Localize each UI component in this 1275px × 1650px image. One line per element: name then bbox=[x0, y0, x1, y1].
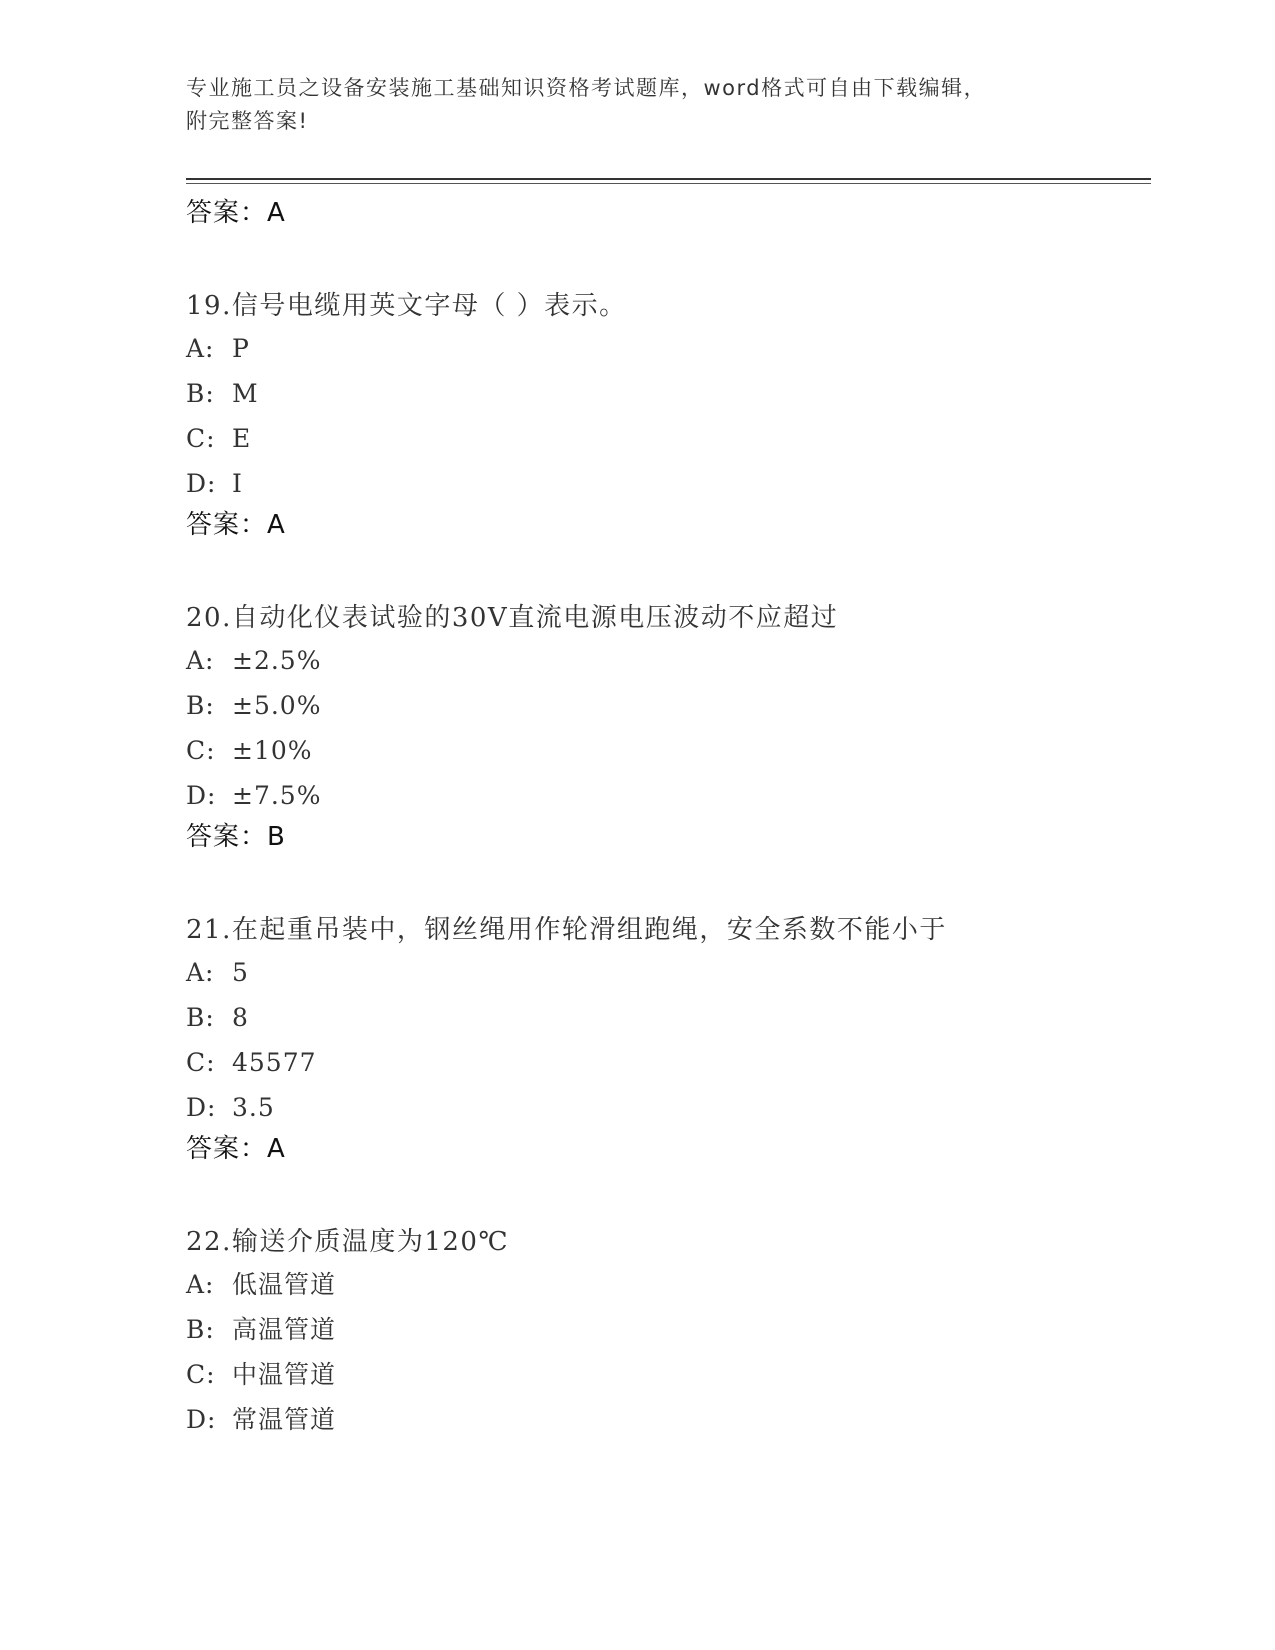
option-d bbox=[186, 461, 1151, 506]
option-letter: C: bbox=[186, 736, 216, 765]
question-list bbox=[186, 190, 1151, 1442]
option-letter: A: bbox=[186, 1270, 215, 1299]
option-a bbox=[186, 638, 1151, 683]
option-letter: D: bbox=[186, 1405, 217, 1434]
option-text: ±2.5% bbox=[232, 646, 322, 675]
answer-line: 答案：A bbox=[186, 198, 286, 228]
option-d bbox=[186, 1397, 1151, 1442]
option-a bbox=[186, 326, 1151, 371]
answer-line: 答案：A bbox=[186, 510, 286, 540]
question-21 bbox=[186, 910, 1151, 1166]
option-letter: D: bbox=[186, 1093, 217, 1122]
option-letter: A: bbox=[186, 958, 215, 987]
option-text: M bbox=[232, 379, 259, 408]
header-line-2: 附完整答案! bbox=[186, 109, 309, 133]
question-20 bbox=[186, 598, 1151, 854]
option-text: ±7.5% bbox=[232, 781, 322, 810]
question-19 bbox=[186, 286, 1151, 542]
question-stem: 20.自动化仪表试验的30V直流电源电压波动不应超过 bbox=[186, 603, 839, 633]
header-divider bbox=[186, 178, 1151, 180]
option-letter: B: bbox=[186, 1315, 215, 1344]
option-text: ±10% bbox=[232, 736, 313, 765]
option-a bbox=[186, 950, 1151, 995]
option-letter: A: bbox=[186, 646, 215, 675]
option-text: 常温管道 bbox=[232, 1405, 337, 1434]
option-letter: C: bbox=[186, 1048, 216, 1077]
header-line-1: 专业施工员之设备安装施工基础知识资格考试题库，word格式可自由下载编辑， bbox=[186, 76, 987, 100]
option-letter: D: bbox=[186, 469, 217, 498]
option-text: I bbox=[232, 469, 243, 498]
option-letter: B: bbox=[186, 1003, 215, 1032]
option-c bbox=[186, 728, 1151, 773]
option-b bbox=[186, 995, 1151, 1040]
option-letter: A: bbox=[186, 334, 215, 363]
option-text: ±5.0% bbox=[232, 691, 322, 720]
option-letter: C: bbox=[186, 424, 216, 453]
option-text: P bbox=[232, 334, 250, 363]
option-letter: B: bbox=[186, 691, 215, 720]
option-d bbox=[186, 1085, 1151, 1130]
option-b bbox=[186, 371, 1151, 416]
option-text: 3.5 bbox=[232, 1093, 275, 1122]
option-b bbox=[186, 683, 1151, 728]
option-b bbox=[186, 1307, 1151, 1352]
option-text: 低温管道 bbox=[232, 1270, 337, 1299]
option-c bbox=[186, 1040, 1151, 1085]
option-letter: C: bbox=[186, 1360, 216, 1389]
header-divider-thin bbox=[186, 183, 1151, 184]
question-stem: 19.信号电缆用英文字母（ ）表示。 bbox=[186, 291, 627, 321]
option-text: 5 bbox=[232, 958, 249, 987]
question-22 bbox=[186, 1222, 1151, 1442]
option-text: E bbox=[232, 424, 252, 453]
answer-line: 答案：A bbox=[186, 1134, 286, 1164]
option-d bbox=[186, 773, 1151, 818]
option-text: 中温管道 bbox=[232, 1360, 337, 1389]
option-letter: D: bbox=[186, 781, 217, 810]
document-header bbox=[186, 72, 1066, 138]
answer-line: 答案：B bbox=[186, 822, 286, 852]
question-stem: 22.输送介质温度为120℃ bbox=[186, 1227, 510, 1257]
option-letter: B: bbox=[186, 379, 215, 408]
option-text: 8 bbox=[232, 1003, 249, 1032]
question-stem: 21.在起重吊装中，钢丝绳用作轮滑组跑绳，安全系数不能小于 bbox=[186, 915, 947, 945]
option-text: 45577 bbox=[232, 1048, 317, 1077]
option-a bbox=[186, 1262, 1151, 1307]
option-c bbox=[186, 1352, 1151, 1397]
option-text: 高温管道 bbox=[232, 1315, 337, 1344]
option-c bbox=[186, 416, 1151, 461]
